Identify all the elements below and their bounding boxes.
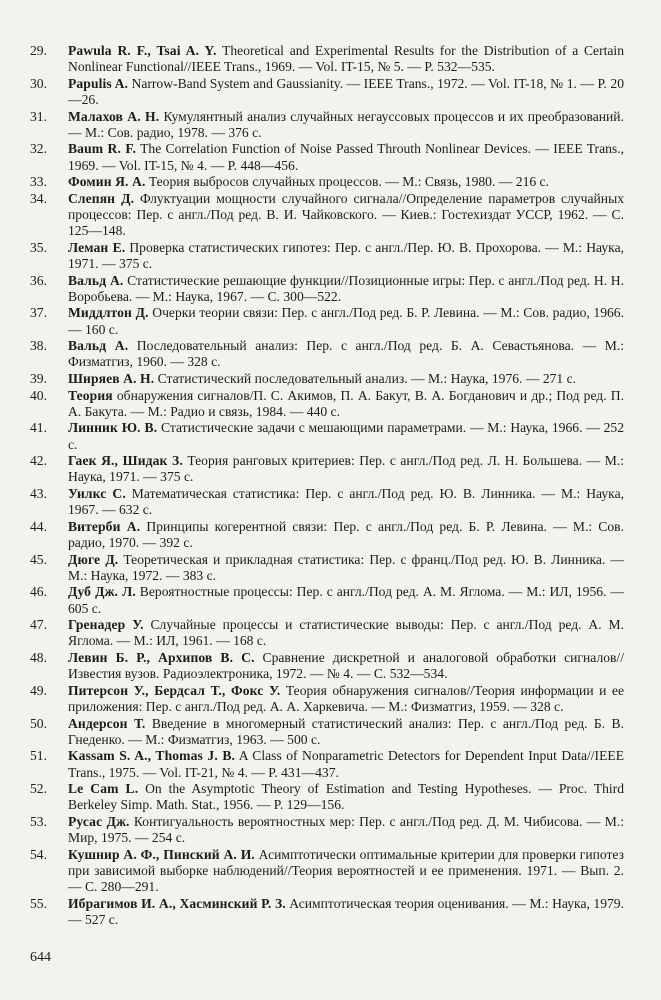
reference-text: Theoretical and Experimental Results for the Distribution of a Certain Nonlinear Functional//IEEE Trans., 1969. — Vol. IT-15, № 5. — P. 532—535. [68, 43, 625, 75]
reference-item [30, 847, 624, 896]
reference-text: Очерки теории связи: Пер. с англ./Под ред. Б. Р. Левина. — М.: Сов. радио, 1966. — 160 с. [68, 305, 624, 337]
reference-text: обнаружения сигналов/П. С. Акимов, П. А. Бакут, В. А. Богданович и др.; Под ред. П. А. Бакута. — М.: Радио и связь, 1984. — 440 с. [68, 387, 624, 419]
reference-text: Сравнение дискретной и аналоговой обработки сигналов//Известия вузов. Радиоэлектроника, 1972. — № 4. — С. 532—534. [68, 649, 624, 682]
reference-text: Проверка статистических гипотез: Пер. с англ./Пер. Ю. В. Прохорова. — М.: Наука, 1971. — 375 с. [68, 239, 624, 271]
reference-number: 48. [30, 649, 47, 665]
reference-item [30, 584, 624, 616]
reference-number: 46. [30, 584, 47, 600]
reference-item [30, 552, 624, 584]
reference-item [30, 814, 624, 846]
reference-number: 42. [30, 453, 47, 469]
reference-number: 51. [30, 748, 47, 764]
reference-number: 29. [30, 43, 47, 58]
reference-text: A Class of Nonparametric Detectors for Dependent Input Data//IEEE Trans., 1975. — Vol. IT-21, № 4. — P. 431—437. [68, 748, 624, 780]
reference-number: 47. [30, 617, 47, 633]
reference-item [30, 650, 624, 682]
reference-item [30, 486, 624, 518]
reference-item [30, 716, 624, 748]
reference-item [30, 683, 624, 715]
reference-text: Асимптотическая теория оценивания. — М.: Наука, 1979. — 527 с. [68, 895, 624, 927]
reference-number: 37. [30, 305, 47, 321]
reference-item [30, 338, 624, 370]
reference-text: Математическая статистика: Пер. с англ./Под ред. Ю. В. Линника. — М.: Наука, 1967. — 632 с. [68, 485, 624, 518]
reference-number: 35. [30, 239, 47, 255]
reference-authors: Линник Ю. В. [68, 420, 158, 436]
reference-number: 30. [30, 75, 47, 91]
reference-text: Narrow-Band System and Gaussianity. — IEEE Trans., 1972. — Vol. IT-18, № 1. — P. 20—26. [68, 75, 624, 107]
reference-number: 38. [30, 338, 47, 354]
reference-authors: Гренадер У. [68, 617, 144, 633]
reference-authors: Pawula R. F., Tsai A. Y. [68, 43, 217, 58]
reference-authors: Левин Б. Р., Архипов В. С. [68, 649, 255, 665]
reference-text: Теоретическая и прикладная статистика: Пер. с франц./Под ред. Ю. В. Линника. — М.: Наука, 1972. — 383 с. [68, 551, 625, 583]
reference-text: Контигуальность вероятностных мер: Пер. с англ./Под ред. Д. М. Чибисова. — М.: Мир, 1975. — 254 с. [68, 813, 624, 846]
reference-number: 43. [30, 485, 47, 501]
reference-item [30, 371, 624, 387]
reference-text: Кумулянтный анализ случайных негауссовых процессов и их преобразований. — М.: Сов. радио, 1978. — 376 с. [68, 108, 624, 140]
reference-item [30, 519, 624, 551]
reference-number: 54. [30, 846, 47, 862]
reference-item [30, 109, 624, 141]
reference-text: The Correlation Function of Noise Passed Throuth Nonlinear Devices. — IEEE Trans., 1969. — Vol. IT-15, № 4. — P. 448—456. [68, 141, 624, 173]
reference-number: 34. [30, 190, 47, 206]
reference-authors: Миддлтон Д. [68, 305, 149, 321]
reference-item [30, 76, 624, 108]
reference-authors: Papulis A. [68, 75, 129, 91]
reference-authors: Питерсон У., Бердсал Т., Фокс У. [68, 682, 281, 698]
reference-number: 41. [30, 420, 47, 436]
reference-text: Введение в многомерный статистический анализ: Пер. с англ./Под ред. Б. В. Гнеденко. — М.: Физматгиз, 1963. — 500 с. [68, 715, 625, 747]
reference-item [30, 617, 624, 649]
reference-text: Статистические задачи с мешающими параметрами. — М.: Наука, 1966. — 252 с. [68, 420, 624, 452]
reference-authors: Слепян Д. [68, 190, 135, 206]
reference-text: Теория обнаружения сигналов//Теория информации и ее приложения: Пер. с англ./Под ред. А. А. Харкевича. — М.: Физматгиз, 1959. — 328 с. [68, 682, 624, 714]
reference-authors: Витерби А. [68, 518, 141, 534]
reference-authors: Андерсон Т. [68, 715, 146, 731]
reference-authors: Дюге Д. [68, 551, 119, 567]
reference-item [30, 273, 624, 305]
reference-authors: Фомин Я. А. [68, 174, 146, 190]
reference-authors: Вальд А. [68, 272, 124, 288]
reference-number: 55. [30, 895, 47, 911]
reference-authors: Уилкс С. [68, 485, 126, 501]
reference-item [30, 453, 624, 485]
reference-authors: Baum R. F. [68, 141, 137, 157]
reference-number: 49. [30, 682, 47, 698]
reference-text: Асимптотически оптимальные критерии для проверки гипотез при зависимой выборке наблюдений//Теория вероятностей и ее применения. 1971. — Вып. 2. — С. 280—291. [68, 846, 624, 895]
reference-item [30, 388, 624, 420]
reference-text: Статистический последовательный анализ. — М.: Наука, 1976. — 271 с. [154, 370, 577, 386]
reference-authors: Теория [68, 387, 113, 403]
reference-number: 32. [30, 141, 47, 157]
reference-authors: Дуб Дж. Л. [68, 584, 136, 600]
reference-authors: Леман Е. [68, 239, 126, 255]
reference-number: 31. [30, 108, 47, 124]
reference-item [30, 174, 624, 190]
reference-item [30, 781, 624, 813]
reference-item [30, 748, 624, 780]
reference-number: 36. [30, 272, 47, 288]
reference-text: Последовательный анализ: Пер. с англ./Под ред. Б. А. Севастьянова. — М.: Физматгиз, 1960. — 328 с. [68, 338, 624, 370]
reference-number: 50. [30, 715, 47, 731]
reference-number: 40. [30, 387, 47, 403]
reference-text: Статистические решающие функции//Позиционные игры: Пер. с англ./Под ред. Н. Н. Воробьева. — М.: Наука, 1967. — С. 300—522. [68, 272, 624, 304]
reference-text: On the Asymptotic Theory of Estimation and Testing Hypotheses. — Proc. Third Berkeley Simp. Math. Stat., 1956. — P. 129—156. [68, 781, 624, 813]
reference-text: Теория выбросов случайных процессов. — М.: Связь, 1980. — 216 с. [145, 174, 549, 190]
reference-text: Флуктуации мощности случайного сигнала//Определение параметров случайных процессов: Пер. с англ./Под ред. В. И. Чайковского. — Киев.: Гостехиздат УССР, 1962. — С. 125—148. [68, 190, 625, 239]
reference-authors: Ибрагимов И. А., Хасминский Р. З. [68, 895, 286, 911]
reference-number: 39. [30, 370, 47, 386]
reference-item [30, 240, 624, 272]
reference-number: 52. [30, 781, 47, 797]
reference-number: 45. [30, 551, 47, 567]
reference-item [30, 43, 624, 75]
reference-text: Теория ранговых критериев: Пер. с англ./Под ред. Л. Н. Большева. — М.: Наука, 1971. — 375 с. [68, 453, 625, 485]
reference-text: Случайные процессы и статистические выводы: Пер. с англ./Под ред. А. М. Яглома. — М.: ИЛ, 1961. — 168 с. [68, 617, 625, 649]
reference-number: 44. [30, 518, 47, 534]
reference-number: 53. [30, 813, 47, 829]
reference-item [30, 305, 624, 337]
reference-number: 33. [30, 174, 47, 190]
reference-authors: Кушнир А. Ф., Пинский А. И. [68, 846, 255, 862]
reference-authors: Le Cam L. [68, 781, 139, 797]
reference-authors: Гаек Я., Шидак З. [68, 453, 183, 469]
reference-authors: Ширяев А. Н. [68, 370, 155, 386]
reference-authors: Вальд А. [68, 338, 129, 354]
reference-item [30, 420, 624, 452]
page-number: 644 [30, 950, 51, 965]
reference-authors: Малахов А. Н. [68, 108, 160, 124]
reference-item [30, 141, 624, 173]
reference-item [30, 191, 624, 240]
reference-authors: Kassam S. A., Thomas J. B. [68, 748, 236, 764]
reference-item [30, 896, 624, 928]
reference-list [30, 43, 624, 929]
reference-text: Вероятностные процессы: Пер. с англ./Под ред. А. М. Яглома. — М.: ИЛ, 1956. — 605 с. [68, 584, 625, 616]
reference-authors: Русас Дж. [68, 813, 130, 829]
reference-text: Принципы когерентной связи: Пер. с англ./Под ред. Б. Р. Левина. — М.: Сов. радио, 1970. — 392 с. [68, 518, 624, 550]
